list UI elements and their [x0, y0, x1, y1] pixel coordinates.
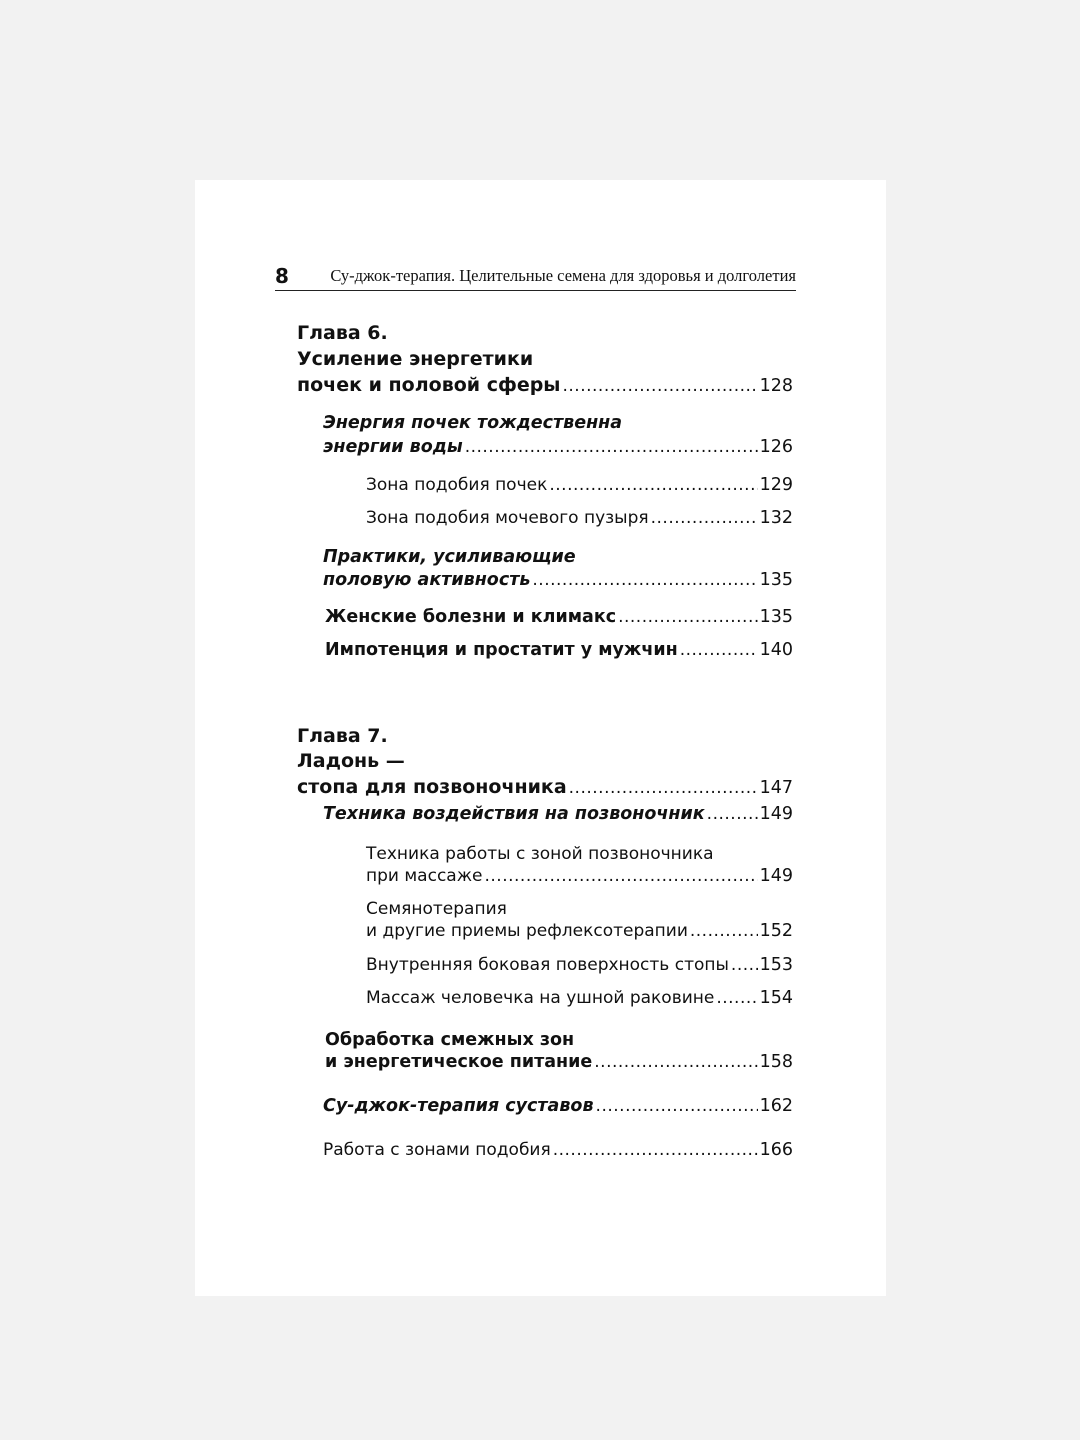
- toc-entry-bladder-zone[interactable]: [366, 508, 793, 532]
- toc-entry-title: Внутренняя боковая поверхность стопы: [366, 955, 729, 975]
- toc-entry-title: и энергетическое питание: [325, 1052, 593, 1072]
- toc-page-number: 128: [759, 376, 793, 396]
- dot-leader: [549, 475, 757, 495]
- toc-entry-kidney-zone[interactable]: [366, 475, 793, 499]
- dot-leader: [569, 778, 758, 798]
- toc-page-number: 149: [759, 804, 793, 824]
- section-title-line1: Практики, усиливающие: [323, 547, 576, 567]
- dot-leader: [680, 640, 758, 660]
- chapter-6-label: Глава 6.: [297, 322, 388, 344]
- dot-leader: [731, 955, 758, 975]
- toc-entry-title: и другие приемы рефлексотерапии: [366, 921, 688, 941]
- toc-page-number: 149: [759, 866, 793, 886]
- page-header: [275, 264, 796, 291]
- toc-entry-spine-massage[interactable]: [366, 866, 793, 890]
- toc-page-number: 135: [759, 570, 793, 590]
- toc-entry-title: Импотенция и простатит у мужчин: [325, 640, 678, 660]
- toc-page-number: 140: [759, 640, 793, 660]
- dot-leader: [690, 921, 758, 941]
- toc-entry-title: при массаже: [366, 866, 483, 886]
- toc-page-number: 158: [759, 1052, 793, 1072]
- toc-entry-joints-therapy[interactable]: [323, 1096, 793, 1120]
- dot-leader: [532, 570, 757, 590]
- book-page: [195, 180, 886, 1296]
- toc-entry-chapter-6[interactable]: [297, 374, 793, 398]
- dot-leader: [707, 804, 758, 824]
- section-title-line1: Энергия почек тождественна: [323, 413, 623, 433]
- dot-leader: [553, 1140, 758, 1160]
- toc-entry-title: почек и половой сферы: [297, 374, 561, 396]
- dot-leader: [594, 1052, 757, 1072]
- chapter-7-title-line1: Ладонь —: [297, 750, 405, 772]
- toc-entry-title: Массаж человечка на ушной раковине: [366, 988, 715, 1008]
- toc-entry-title: Работа с зонами подобия: [323, 1140, 551, 1160]
- toc-page-number: 154: [759, 988, 793, 1008]
- toc-entry-seed-therapy[interactable]: [366, 921, 793, 945]
- toc-entry-title: стопа для позвоночника: [297, 776, 567, 798]
- toc-entry-adjacent-zones[interactable]: [325, 1052, 793, 1076]
- dot-leader: [465, 437, 758, 457]
- toc-entry-title: Зона подобия почек: [366, 475, 548, 495]
- toc-page-number: 166: [759, 1140, 793, 1160]
- page-number: 8: [275, 264, 289, 288]
- toc-entry-kidney-energy[interactable]: [323, 437, 793, 461]
- toc-entry-title: Техника воздействия на позвоночник: [323, 804, 705, 824]
- dot-leader: [485, 866, 758, 886]
- toc-entry-title: Су-джок-терапия суставов: [323, 1096, 594, 1116]
- section-title-line1: Семянотерапия: [366, 899, 507, 919]
- dot-leader: [651, 508, 758, 528]
- section-title-line1: Техника работы с зоной позвоночника: [366, 844, 714, 864]
- chapter-7-label: Глава 7.: [297, 725, 388, 747]
- toc-entry-title: энергии воды: [323, 437, 463, 457]
- dot-leader: [716, 988, 757, 1008]
- toc-entry-title: Зона подобия мочевого пузыря: [366, 508, 649, 528]
- toc-entry-sexual-activity[interactable]: [323, 570, 793, 594]
- toc-entry-foot-surface[interactable]: [366, 955, 793, 979]
- dot-leader: [618, 607, 758, 627]
- toc-page-number: 147: [759, 778, 793, 798]
- running-title: Су-джок-терапия. Целительные семена для здоровья и долголетия: [330, 266, 796, 285]
- toc-page-number: 162: [759, 1096, 793, 1116]
- toc-entry-title: половую активность: [323, 570, 531, 590]
- dot-leader: [563, 376, 758, 396]
- section-title-line1: Обработка смежных зон: [325, 1030, 575, 1050]
- toc-page-number: 132: [759, 508, 793, 528]
- toc-page-number: 135: [759, 607, 793, 627]
- toc-page-number: 152: [759, 921, 793, 941]
- toc-entry-womens-diseases[interactable]: [325, 607, 793, 631]
- toc-entry-title: Женские болезни и климакс: [325, 607, 617, 627]
- toc-entry-similarity-zones[interactable]: [323, 1140, 793, 1164]
- toc-entry-spine-technique[interactable]: [323, 804, 793, 828]
- toc-page-number: 129: [759, 475, 793, 495]
- dot-leader: [596, 1096, 758, 1116]
- toc-entry-chapter-7[interactable]: [297, 776, 793, 800]
- toc-page-number: 126: [759, 437, 793, 457]
- toc-entry-ear-massage[interactable]: [366, 988, 793, 1012]
- toc-entry-impotence[interactable]: [325, 640, 793, 664]
- chapter-6-title-line1: Усиление энергетики: [297, 348, 534, 370]
- toc-page-number: 153: [759, 955, 793, 975]
